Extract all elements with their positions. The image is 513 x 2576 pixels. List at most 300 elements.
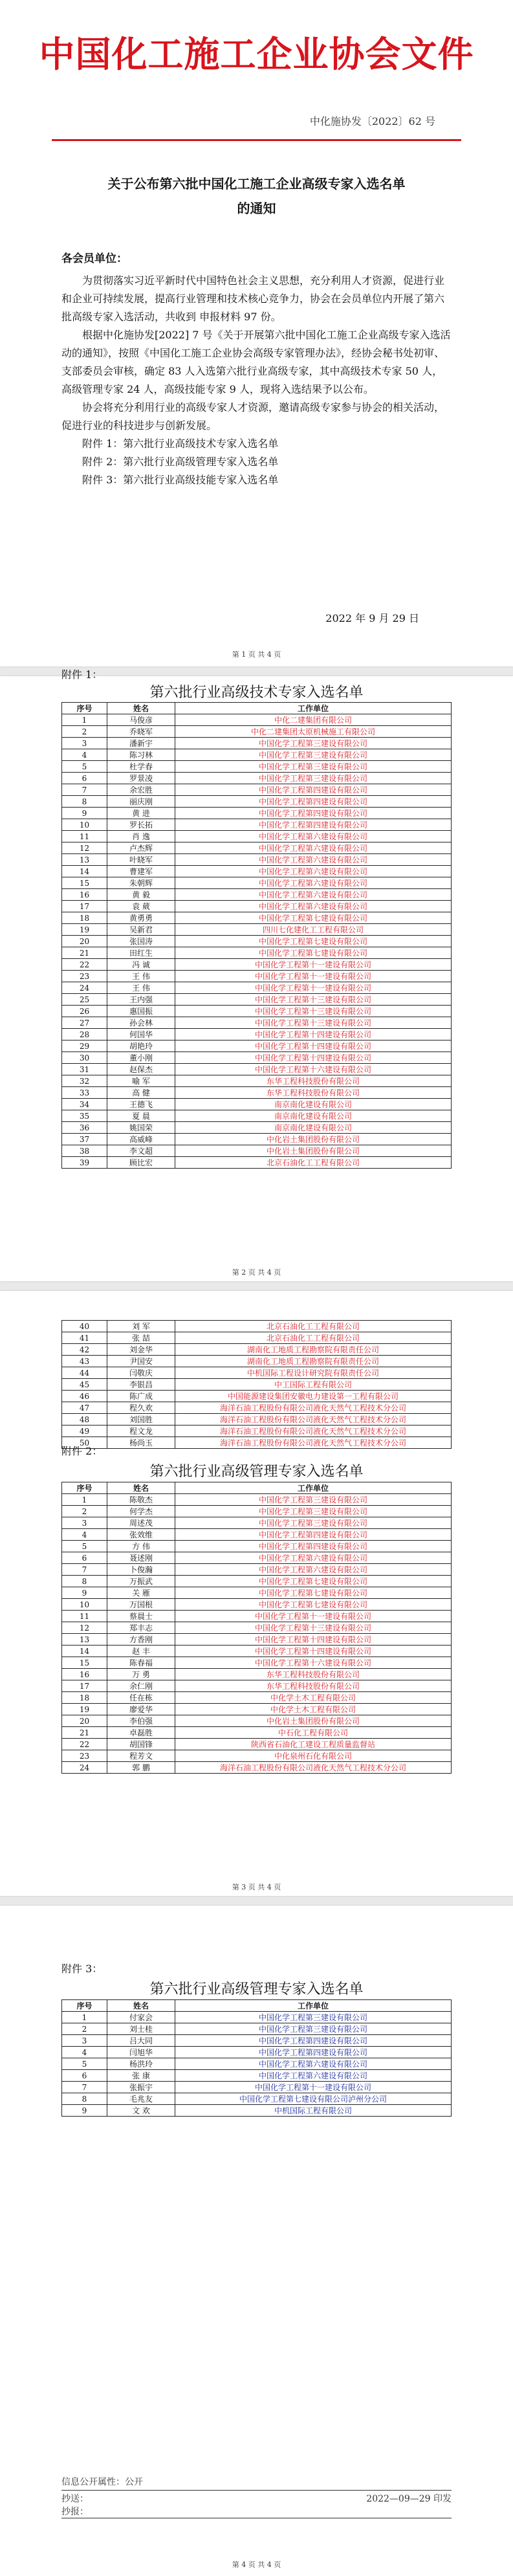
row-name-cell: 廖爱华: [107, 1704, 175, 1715]
page-number: 第 4 页 共 4 页: [232, 2560, 281, 2569]
row-name-cell: 黄 毅: [107, 889, 175, 901]
table-row: [62, 726, 452, 738]
row-name-cell: 闫旭华: [107, 2047, 175, 2058]
row-name-cell: 陈春福: [107, 1657, 175, 1669]
row-index-cell: 22: [62, 1739, 107, 1750]
row-index-cell: 43: [62, 1356, 107, 1367]
table-row: [62, 1704, 452, 1715]
row-index-cell: 6: [62, 1552, 107, 1564]
column-header: 姓名: [107, 2000, 175, 2012]
table-row: [62, 901, 452, 912]
row-employer-cell: 中国化学工程第十一建设有限公司: [175, 2082, 452, 2093]
table-row: [62, 1064, 452, 1075]
row-name-cell: 杜学春: [107, 761, 175, 773]
body-paragraph: 根据中化施协发[2022] 7 号《关于开展第六批中国化工施工企业高级专家入选活动的通知》，按照《中国化工施工企业协会高级专家管理办法》，经协会秘书处初审、支部委员会审核，确定 83 人入选第六批行业高级专家，其中高级技术专家 50 人，高级管理专家 24 人，高级技能专家 9 人，现将入选结果予以公布。: [61, 329, 451, 395]
table-row: [62, 1715, 452, 1727]
row-name-cell: 黄 进: [107, 808, 175, 819]
row-index-cell: 46: [62, 1391, 107, 1402]
row-employer-cell: 四川七化建化工工程有限公司: [175, 924, 452, 936]
row-index-cell: 7: [62, 1564, 107, 1576]
table-row: [62, 1040, 452, 1052]
row-employer-cell: 中国化学工程第三建设有限公司: [175, 749, 452, 761]
row-index-cell: 2: [62, 2023, 107, 2035]
table-row: [62, 2105, 452, 2117]
row-employer-cell: 中国化学工程第三建设有限公司: [175, 738, 452, 749]
row-name-cell: 胡艳玲: [107, 1040, 175, 1052]
table-row: [62, 714, 452, 726]
table-row: [62, 1517, 452, 1529]
table-row: [62, 1075, 452, 1087]
row-name-cell: 高威峰: [107, 1134, 175, 1145]
row-index-cell: 10: [62, 1599, 107, 1611]
row-employer-cell: 中国化学工程第十三建设有限公司: [175, 994, 452, 1006]
table-row: [62, 1739, 452, 1750]
row-employer-cell: 中化岩土集团股份有限公司: [175, 1134, 452, 1145]
row-employer-cell: 中国化学工程第十四建设有限公司: [175, 1052, 452, 1064]
row-index-cell: 38: [62, 1145, 107, 1157]
row-index-cell: 32: [62, 1075, 107, 1087]
issue-date: 2022 年 9 月 29 日: [325, 612, 419, 624]
row-employer-cell: 中国化学工程第六建设有限公司: [175, 877, 452, 889]
row-name-cell: 王德飞: [107, 1099, 175, 1110]
row-name-cell: 刘国胜: [107, 1414, 175, 1426]
attachment-line: 附件 1：第六批行业高级技术专家入选名单: [82, 437, 279, 450]
attachment-label: 附件 2：: [61, 1445, 103, 1457]
row-index-cell: 36: [62, 1122, 107, 1134]
table-row: [62, 1356, 452, 1367]
print-date: 2022—09—29 印发: [366, 2494, 452, 2504]
row-index-cell: 13: [62, 854, 107, 866]
row-index-cell: 23: [62, 971, 107, 982]
row-employer-cell: 中国化学工程第四建设有限公司: [175, 2047, 452, 2058]
row-name-cell: 惠国振: [107, 1006, 175, 1017]
row-employer-cell: 中机国际工程设计研究院有限责任公司: [175, 1367, 452, 1379]
row-employer-cell: 中国化学工程第七建设有限公司: [175, 936, 452, 947]
row-employer-cell: 中国化学工程第六建设有限公司: [175, 854, 452, 866]
row-name-cell: 聂述刚: [107, 1552, 175, 1564]
row-index-cell: 8: [62, 1576, 107, 1587]
row-index-cell: 48: [62, 1414, 107, 1426]
row-index-cell: 6: [62, 773, 107, 784]
row-employer-cell: 中国化学工程第十一建设有限公司: [175, 959, 452, 971]
table-row: [62, 1646, 452, 1657]
table-row: [62, 784, 452, 796]
row-name-cell: 杨尚玉: [107, 1437, 175, 1449]
row-name-cell: 朱朝辉: [107, 877, 175, 889]
row-employer-cell: 南京南化建设有限公司: [175, 1122, 452, 1134]
page-4: [0, 1906, 513, 2576]
row-index-cell: 7: [62, 2082, 107, 2093]
row-employer-cell: 中国化学工程第六建设有限公司: [175, 2070, 452, 2082]
row-name-cell: 任在栋: [107, 1692, 175, 1704]
notice-title-line2: 的通知: [237, 201, 276, 216]
technical-experts-table-continued: [61, 1320, 452, 1449]
row-index-cell: 17: [62, 1680, 107, 1692]
table-row: [62, 1344, 452, 1356]
table-title: 第六批行业高级管理专家入选名单: [149, 1981, 364, 1998]
row-name-cell: 何学杰: [107, 1506, 175, 1517]
row-employer-cell: 湖南化工地质工程勘察院有限责任公司: [175, 1356, 452, 1367]
row-name-cell: 李文超: [107, 1145, 175, 1157]
row-employer-cell: 中国化学工程第四建设有限公司: [175, 1529, 452, 1541]
column-header: 工作单位: [175, 703, 452, 714]
row-index-cell: 50: [62, 1437, 107, 1449]
table-row: [62, 912, 452, 924]
attachment-label: 附件 1：: [61, 668, 103, 681]
row-employer-cell: 中国化学工程第十三建设有限公司: [175, 1017, 452, 1029]
row-index-cell: 34: [62, 1099, 107, 1110]
row-employer-cell: 海洋石油工程股份有限公司液化天然气工程技术分公司: [175, 1437, 452, 1449]
table-row: [62, 2047, 452, 2058]
table-row: [62, 773, 452, 784]
row-name-cell: 张 康: [107, 2070, 175, 2082]
column-header: 工作单位: [175, 2000, 452, 2012]
row-name-cell: 陈习林: [107, 749, 175, 761]
row-name-cell: 程文龙: [107, 1426, 175, 1437]
row-name-cell: 卓磊胜: [107, 1727, 175, 1739]
management-experts-table: [61, 1482, 452, 1774]
row-index-cell: 40: [62, 1321, 107, 1332]
row-index-cell: 1: [62, 714, 107, 726]
row-employer-cell: 中国化学工程第三建设有限公司: [175, 2012, 452, 2023]
row-employer-cell: 中国化学工程第十一建设有限公司: [175, 1611, 452, 1622]
row-index-cell: 5: [62, 2058, 107, 2070]
table-row: [62, 1669, 452, 1680]
row-index-cell: 44: [62, 1367, 107, 1379]
row-index-cell: 21: [62, 1727, 107, 1739]
table-row: [62, 1017, 452, 1029]
table-row: [62, 1122, 452, 1134]
row-name-cell: 杨洪玲: [107, 2058, 175, 2070]
row-name-cell: 付家会: [107, 2012, 175, 2023]
row-employer-cell: 陕西省石油化工建设工程质量监督站: [175, 1739, 452, 1750]
table-row: [62, 1402, 452, 1414]
row-index-cell: 31: [62, 1064, 107, 1075]
skill-experts-table: [61, 1999, 452, 2117]
row-index-cell: 35: [62, 1110, 107, 1122]
row-employer-cell: 东华工程科技股份有限公司: [175, 1087, 452, 1099]
table-row: [62, 1762, 452, 1774]
page-number: 第 2 页 共 4 页: [232, 1268, 281, 1277]
table-row: [62, 1110, 452, 1122]
row-employer-cell: 中国化学工程第六建设有限公司: [175, 1564, 452, 1576]
table-row: [62, 1587, 452, 1599]
proof-label: 抄报：: [61, 2507, 89, 2517]
row-employer-cell: 海洋石油工程股份有限公司液化天然气工程技术分公司: [175, 1426, 452, 1437]
table-row: [62, 2012, 452, 2023]
row-index-cell: 20: [62, 936, 107, 947]
row-employer-cell: 中化学土木工程有限公司: [175, 1692, 452, 1704]
document-masthead: 中国化工施工企业协会文件: [39, 34, 474, 75]
row-name-cell: 董小刚: [107, 1052, 175, 1064]
row-name-cell: 陈广成: [107, 1391, 175, 1402]
row-employer-cell: 中国化学工程第六建设有限公司: [175, 1552, 452, 1564]
row-name-cell: 万国根: [107, 1599, 175, 1611]
row-name-cell: 张效维: [107, 1529, 175, 1541]
row-name-cell: 卜俊瀚: [107, 1564, 175, 1576]
row-employer-cell: 中国化学工程第七建设有限公司: [175, 947, 452, 959]
table-row: [62, 831, 452, 842]
row-employer-cell: 中化岩土集团股份有限公司: [175, 1145, 452, 1157]
row-name-cell: 毛兆友: [107, 2093, 175, 2105]
row-name-cell: 王内强: [107, 994, 175, 1006]
row-employer-cell: 中国化学工程第十三建设有限公司: [175, 1006, 452, 1017]
row-index-cell: 24: [62, 982, 107, 994]
row-employer-cell: 中国化学工程第十四建设有限公司: [175, 1029, 452, 1040]
table-row: [62, 854, 452, 866]
row-name-cell: 关 雁: [107, 1587, 175, 1599]
table-row: [62, 808, 452, 819]
table-row: [62, 1087, 452, 1099]
row-employer-cell: 中国化学工程第六建设有限公司: [175, 842, 452, 854]
row-name-cell: 张振宇: [107, 2082, 175, 2093]
table-row: [62, 2093, 452, 2105]
row-name-cell: 方香刚: [107, 1634, 175, 1646]
row-employer-cell: 中国化学工程第七建设有限公司: [175, 912, 452, 924]
row-name-cell: 姚国荣: [107, 1122, 175, 1134]
table-row: [62, 2035, 452, 2047]
row-name-cell: 程芳文: [107, 1750, 175, 1762]
row-index-cell: 2: [62, 1506, 107, 1517]
row-employer-cell: 南京南化建设有限公司: [175, 1099, 452, 1110]
row-index-cell: 1: [62, 1494, 107, 1506]
row-name-cell: 罗景凌: [107, 773, 175, 784]
row-employer-cell: 中国化学工程第七建设有限公司: [175, 1599, 452, 1611]
row-name-cell: 蔡晨士: [107, 1611, 175, 1622]
row-index-cell: 14: [62, 866, 107, 877]
row-name-cell: 王 伟: [107, 982, 175, 994]
row-index-cell: 9: [62, 2105, 107, 2117]
row-index-cell: 37: [62, 1134, 107, 1145]
table-row: [62, 2082, 452, 2093]
row-name-cell: 赵 丰: [107, 1646, 175, 1657]
row-index-cell: 6: [62, 2070, 107, 2082]
row-employer-cell: 北京石油化工工程有限公司: [175, 1321, 452, 1332]
column-header: 序号: [62, 703, 107, 714]
row-employer-cell: 北京石油化工工程有限公司: [175, 1332, 452, 1344]
table-row: [62, 1750, 452, 1762]
row-index-cell: 9: [62, 1587, 107, 1599]
row-name-cell: 方 伟: [107, 1541, 175, 1552]
row-index-cell: 8: [62, 796, 107, 808]
row-index-cell: 19: [62, 924, 107, 936]
notice-title-line1: 关于公布第六批中国化工施工企业高级专家入选名单: [107, 176, 406, 192]
page-2: [0, 668, 513, 1281]
row-employer-cell: 中国化学工程第十六建设有限公司: [175, 1657, 452, 1669]
row-name-cell: 潘新宇: [107, 738, 175, 749]
row-employer-cell: 东华工程科技股份有限公司: [175, 1075, 452, 1087]
row-index-cell: 28: [62, 1029, 107, 1040]
table-row: [62, 1367, 452, 1379]
row-employer-cell: 湖南化工地质工程勘察院有限责任公司: [175, 1344, 452, 1356]
table-row: [62, 994, 452, 1006]
row-employer-cell: 海洋石油工程股份有限公司液化天然气工程技术分公司: [175, 1762, 452, 1774]
notice-title: [52, 171, 461, 221]
row-index-cell: 5: [62, 1541, 107, 1552]
row-index-cell: 15: [62, 877, 107, 889]
row-employer-cell: 中化学土木工程有限公司: [175, 1704, 452, 1715]
table-row: [62, 1437, 452, 1449]
row-index-cell: 23: [62, 1750, 107, 1762]
table-row: [62, 2070, 452, 2082]
table-row: [62, 1680, 452, 1692]
row-index-cell: 7: [62, 784, 107, 796]
row-index-cell: 4: [62, 1529, 107, 1541]
row-employer-cell: 中国化学工程第七建设有限公司: [175, 1576, 452, 1587]
table-row: [62, 2058, 452, 2070]
column-header: 序号: [62, 1482, 107, 1494]
row-name-cell: 顾比宏: [107, 1157, 175, 1169]
row-employer-cell: 北京石油化工工程有限公司: [175, 1157, 452, 1169]
table-row: [62, 924, 452, 936]
row-employer-cell: 中化二建集团太原机械施工有限公司: [175, 726, 452, 738]
row-name-cell: 吕大同: [107, 2035, 175, 2047]
row-index-cell: 3: [62, 2035, 107, 2047]
table-title: 第六批行业高级技术专家入选名单: [149, 685, 364, 701]
row-name-cell: 文 欢: [107, 2105, 175, 2117]
row-employer-cell: 中国化学工程第七建设有限公司泸州分公司: [175, 2093, 452, 2105]
table-row: [62, 936, 452, 947]
row-employer-cell: 中国化学工程第七建设有限公司: [175, 1587, 452, 1599]
table-row: [62, 1379, 452, 1391]
row-index-cell: 4: [62, 2047, 107, 2058]
row-name-cell: 程久欢: [107, 1402, 175, 1414]
table-row: [62, 1552, 452, 1564]
row-employer-cell: 东华工程科技股份有限公司: [175, 1680, 452, 1692]
table-row: [62, 877, 452, 889]
table-row: [62, 1727, 452, 1739]
table-row: [62, 971, 452, 982]
page-1: [0, 0, 513, 666]
table-row: [62, 2023, 452, 2035]
table-row: [62, 1332, 452, 1344]
row-employer-cell: 中国化学工程第四建设有限公司: [175, 1541, 452, 1552]
row-index-cell: 30: [62, 1052, 107, 1064]
cc-label: 抄送：: [61, 2494, 89, 2504]
row-name-cell: 周述茂: [107, 1517, 175, 1529]
table-row: [62, 1157, 452, 1169]
row-name-cell: 卢杰辉: [107, 842, 175, 854]
row-name-cell: 袁 葳: [107, 901, 175, 912]
document-number: 中化施协发〔2022〕62 号: [309, 115, 435, 127]
row-name-cell: 张国涛: [107, 936, 175, 947]
row-name-cell: 郑丰志: [107, 1622, 175, 1634]
row-name-cell: 冯 诚: [107, 959, 175, 971]
table-row: [62, 947, 452, 959]
row-employer-cell: 中国化学工程第四建设有限公司: [175, 819, 452, 831]
row-name-cell: 曹建军: [107, 866, 175, 877]
row-name-cell: 李银昌: [107, 1379, 175, 1391]
table-row: [62, 1145, 452, 1157]
table-row: [62, 1599, 452, 1611]
row-index-cell: 12: [62, 842, 107, 854]
column-header: 姓名: [107, 1482, 175, 1494]
column-header: 序号: [62, 2000, 107, 2012]
row-employer-cell: 中国化学工程第十三建设有限公司: [175, 1622, 452, 1634]
row-employer-cell: 中国能源建设集团安徽电力建设第一工程有限公司: [175, 1391, 452, 1402]
table-row: [62, 1529, 452, 1541]
page-number: 第 3 页 共 4 页: [232, 1883, 281, 1891]
row-index-cell: 3: [62, 738, 107, 749]
row-name-cell: 张 喆: [107, 1332, 175, 1344]
row-name-cell: 乔晓军: [107, 726, 175, 738]
row-index-cell: 45: [62, 1379, 107, 1391]
row-index-cell: 1: [62, 2012, 107, 2023]
row-index-cell: 18: [62, 912, 107, 924]
row-index-cell: 29: [62, 1040, 107, 1052]
row-index-cell: 16: [62, 1669, 107, 1680]
table-row: [62, 959, 452, 971]
row-index-cell: 19: [62, 1704, 107, 1715]
row-name-cell: 刘 军: [107, 1321, 175, 1332]
disclosure-attribute: 信息公开属性：公开: [61, 2477, 143, 2487]
notice-body: [61, 272, 452, 489]
row-index-cell: 11: [62, 831, 107, 842]
row-index-cell: 15: [62, 1657, 107, 1669]
table-row: [62, 819, 452, 831]
row-index-cell: 10: [62, 819, 107, 831]
row-name-cell: 孙会林: [107, 1017, 175, 1029]
table-row: [62, 1052, 452, 1064]
row-name-cell: 刘金华: [107, 1344, 175, 1356]
table-row: [62, 889, 452, 901]
row-employer-cell: 海洋石油工程股份有限公司液化天然气工程技术分公司: [175, 1402, 452, 1414]
row-employer-cell: 中国化学工程第三建设有限公司: [175, 2023, 452, 2035]
row-name-cell: 吴新君: [107, 924, 175, 936]
row-index-cell: 17: [62, 901, 107, 912]
row-employer-cell: 中国化学工程第四建设有限公司: [175, 796, 452, 808]
row-name-cell: 肖 逸: [107, 831, 175, 842]
row-employer-cell: 中国化学工程第四建设有限公司: [175, 784, 452, 796]
row-name-cell: 陈敬杰: [107, 1494, 175, 1506]
row-name-cell: 何国华: [107, 1029, 175, 1040]
row-index-cell: 22: [62, 959, 107, 971]
row-name-cell: 丽庆刚: [107, 796, 175, 808]
row-employer-cell: 中国化学工程第六建设有限公司: [175, 866, 452, 877]
row-employer-cell: 中国化学工程第三建设有限公司: [175, 773, 452, 784]
row-index-cell: 24: [62, 1762, 107, 1774]
row-employer-cell: 中国化学工程第十四建设有限公司: [175, 1634, 452, 1646]
row-name-cell: 王 伟: [107, 971, 175, 982]
row-employer-cell: 中国化学工程第三建设有限公司: [175, 761, 452, 773]
row-name-cell: 李伯强: [107, 1715, 175, 1727]
table-row: [62, 866, 452, 877]
table-row: [62, 738, 452, 749]
row-employer-cell: 中国化学工程第三建设有限公司: [175, 1517, 452, 1529]
technical-experts-table: [61, 702, 452, 1169]
row-name-cell: 余仁刚: [107, 1680, 175, 1692]
row-employer-cell: 中国化学工程第十四建设有限公司: [175, 1646, 452, 1657]
row-index-cell: 25: [62, 994, 107, 1006]
row-index-cell: 20: [62, 1715, 107, 1727]
column-header: 工作单位: [175, 1482, 452, 1494]
table-row: [62, 1494, 452, 1506]
row-employer-cell: 中国化学工程第六建设有限公司: [175, 901, 452, 912]
row-employer-cell: 南京南化建设有限公司: [175, 1110, 452, 1122]
row-index-cell: 5: [62, 761, 107, 773]
table-row: [62, 1611, 452, 1622]
table-row: [62, 1426, 452, 1437]
row-index-cell: 12: [62, 1622, 107, 1634]
row-index-cell: 41: [62, 1332, 107, 1344]
row-index-cell: 9: [62, 808, 107, 819]
row-employer-cell: 中国化学工程第十六建设有限公司: [175, 1064, 452, 1075]
table-row: [62, 1634, 452, 1646]
row-employer-cell: 中工国际工程有限公司: [175, 1379, 452, 1391]
row-employer-cell: 中化泉州石化有限公司: [175, 1750, 452, 1762]
table-row: [62, 842, 452, 854]
row-index-cell: 18: [62, 1692, 107, 1704]
